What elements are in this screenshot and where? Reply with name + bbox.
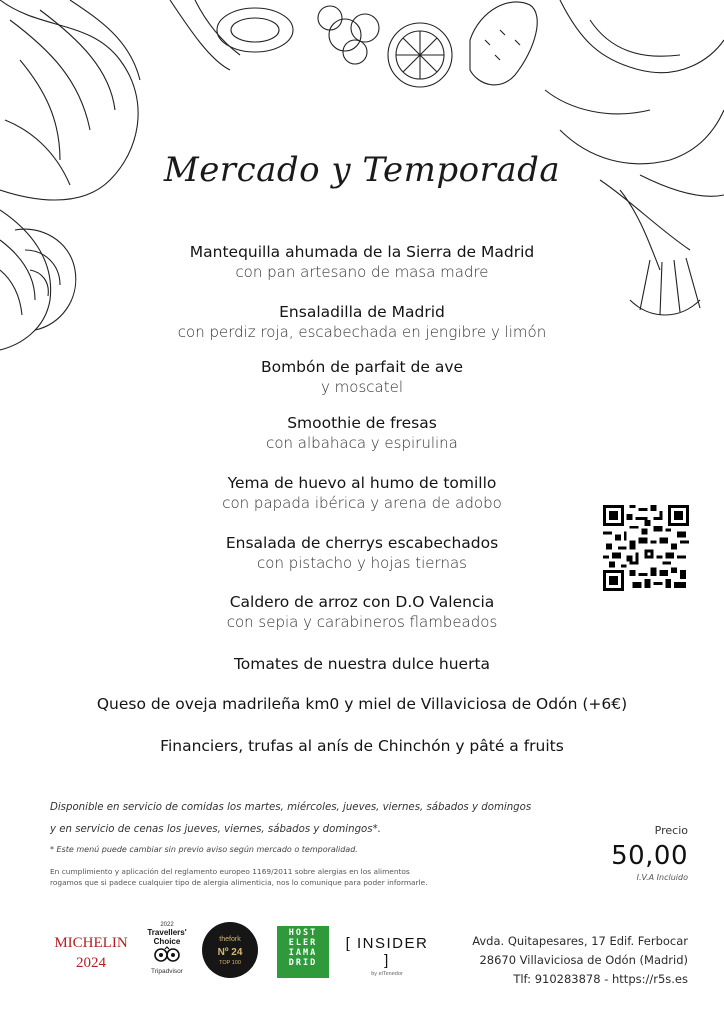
dish-name: Ensalada de cherrys escabechados [225, 534, 499, 552]
dish-name: Bombón de parfait de ave [260, 358, 464, 376]
dish-item [0, 302, 724, 342]
price-label: Precio [654, 824, 688, 837]
fork-rank: Nº 24 [217, 947, 243, 958]
hostel-line: ELER [288, 938, 318, 948]
fork-name: thefork [219, 936, 241, 943]
allergy-notice [50, 866, 530, 888]
insider-badge [342, 935, 432, 977]
dish-item [0, 357, 724, 397]
dish-item [0, 694, 724, 714]
fork-sub: TOP 100 [219, 960, 241, 966]
dish-description: con pan artesano de masa madre [235, 263, 489, 281]
availability-line-2: y en servicio de cenas los jueves, viernes, sábados y domingos*. [50, 824, 381, 835]
price-tax-note: I.V.A Incluido [636, 873, 688, 882]
qr-code[interactable] [603, 505, 689, 591]
dish-description: con sepia y carabineros flambeados [226, 613, 498, 631]
allergy-line-2: rogamos que si padece cualquier tipo de alergia alimenticia, nos lo comunique para poder informarle. [50, 878, 428, 887]
ta-year: 2022 [160, 922, 174, 928]
dish-name: Tomates de nuestra dulce huerta [233, 655, 491, 673]
dish-item [0, 592, 724, 632]
dish-description: con perdiz roja, escabechada en jengibre y limón [177, 323, 547, 341]
dish-name: Ensaladilla de Madrid [279, 303, 445, 321]
restaurant-address [472, 932, 688, 989]
insider-by: by elTenedor [371, 971, 403, 977]
ta-brand: Tripadvisor [151, 968, 183, 975]
change-notice: * Este menú puede cambiar sin previo aviso según mercado o temporalidad. [50, 845, 358, 854]
hostel-line: IAMA [288, 948, 318, 958]
dish-description: y moscatel [321, 378, 403, 396]
dish-name: Caldero de arroz con D.O Valencia [229, 593, 495, 611]
availability-line-1: Disponible en servicio de comidas los martes, miércoles, jueves, viernes, sábados y domingos [50, 802, 532, 813]
dish-item [0, 413, 724, 453]
availability-notes [50, 797, 570, 857]
price-value: 50,00 [611, 841, 688, 871]
dish-item [0, 654, 724, 674]
dish-name: Yema de huevo al humo de tomillo [227, 474, 497, 492]
michelin-badge [50, 933, 132, 973]
hostel-line: HOST [288, 928, 318, 938]
thefork-badge [202, 922, 258, 978]
ta-line-2: Choice [153, 937, 181, 946]
hostel-line: DRID [288, 958, 318, 968]
ta-line-1: Travellers' [147, 928, 187, 937]
michelin-label: MICHELIN [54, 935, 128, 951]
dish-item [0, 736, 724, 756]
insider-name: [ INSIDER ] [345, 935, 429, 969]
dish-description: con papada ibérica y arena de adobo [222, 494, 502, 512]
dish-name: Mantequilla ahumada de la Sierra de Madrid [189, 243, 535, 261]
dish-description: con albahaca y espirulina [266, 434, 458, 452]
address-line-1: Avda. Quitapesares, 17 Edif. Ferbocar [472, 934, 688, 948]
dish-name: Smoothie de fresas [287, 414, 437, 432]
michelin-year: 2024 [76, 955, 106, 971]
owl-icon [152, 946, 182, 962]
dish-item [0, 242, 724, 282]
allergy-line-1: En cumplimiento y aplicación del reglamento europeo 1169/2011 sobre alergias en los alimentos [50, 867, 410, 876]
dish-name: Financiers, trufas al anís de Chinchón y pâté a fruits [160, 737, 564, 755]
menu-title: Mercado y Temporada [163, 150, 561, 190]
address-line-2: 28670 Villaviciosa de Odón (Madrid) [479, 953, 688, 967]
address-line-3: Tlf: 910283878 - https://r5s.es [513, 972, 688, 986]
dish-description: con pistacho y hojas tiernas [257, 554, 467, 572]
tripadvisor-badge [141, 922, 193, 980]
dish-name: Queso de oveja madrileña km0 y miel de Villaviciosa de Odón (+6€) [96, 695, 628, 713]
hosteleria-madrid-badge [277, 926, 329, 978]
price-block [611, 824, 688, 882]
